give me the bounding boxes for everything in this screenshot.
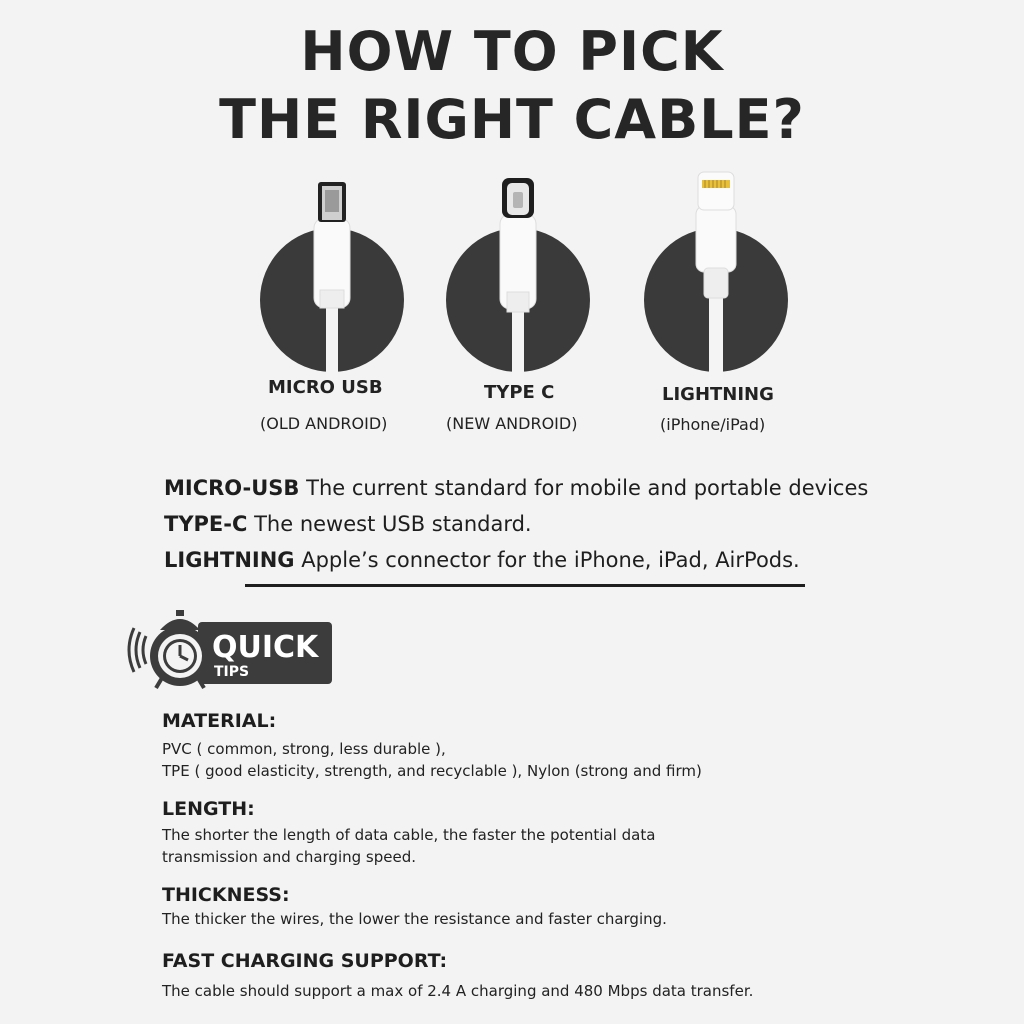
- tip-line: TPE ( good elasticity, strength, and recyclable ), Nylon (strong and firm): [162, 762, 702, 780]
- section-divider: [245, 584, 805, 587]
- tip-thickness: [162, 884, 667, 930]
- cable-name-lightning: LIGHTNING: [662, 384, 774, 405]
- quick-tips-badge: [120, 608, 336, 696]
- tip-heading: FAST CHARGING SUPPORT:: [162, 950, 448, 972]
- definition-type-c: [164, 506, 984, 542]
- cable-subtitle-type-c: (NEW ANDROID): [446, 414, 578, 433]
- badge-word-quick: QUICK: [212, 630, 319, 665]
- tip-line: PVC ( common, strong, less durable ),: [162, 740, 446, 758]
- title-line-1: HOW TO PICK: [300, 20, 724, 83]
- definition-text: The newest USB standard.: [247, 512, 532, 536]
- definition-text: Apple’s connector for the iPhone, iPad, AirPods.: [294, 548, 800, 572]
- micro-usb-cable-icon: [232, 170, 432, 380]
- tip-line: The cable should support a max of 2.4 A charging and 480 Mbps data transfer.: [162, 982, 754, 1000]
- page-title: [0, 18, 1024, 154]
- tip-fast-charging: [162, 950, 753, 1002]
- definition-micro-usb: [164, 470, 984, 506]
- tip-heading: THICKNESS:: [162, 884, 290, 906]
- definition-text: The current standard for mobile and portable devices: [299, 476, 869, 500]
- definition-term: LIGHTNING: [164, 548, 295, 572]
- tip-heading: MATERIAL:: [162, 710, 277, 732]
- tip-line: transmission and charging speed.: [162, 848, 416, 866]
- definition-term: MICRO-USB: [164, 476, 300, 500]
- tip-length: [162, 798, 655, 868]
- tip-heading: LENGTH:: [162, 798, 255, 820]
- cable-name-type-c: TYPE C: [484, 382, 555, 403]
- tip-line: The shorter the length of data cable, the faster the potential data: [162, 826, 656, 844]
- lightning-cable-icon: [616, 170, 816, 380]
- tip-material: [162, 710, 702, 782]
- definitions-list: [164, 470, 984, 578]
- cable-card-type-c: [418, 170, 618, 450]
- title-line-2: THE RIGHT CABLE?: [219, 88, 805, 151]
- definition-lightning: [164, 542, 984, 578]
- cable-card-micro-usb: [232, 170, 432, 450]
- badge-word-tips: TIPS: [214, 664, 250, 680]
- tip-line: The thicker the wires, the lower the resistance and faster charging.: [162, 910, 667, 928]
- cable-subtitle-lightning: (iPhone/iPad): [660, 415, 766, 434]
- cable-card-lightning: [616, 170, 816, 450]
- cable-subtitle-micro-usb: (OLD ANDROID): [260, 414, 388, 433]
- definition-term: TYPE-C: [164, 512, 248, 536]
- type-c-cable-icon: [418, 170, 618, 380]
- cable-name-micro-usb: MICRO USB: [268, 377, 383, 398]
